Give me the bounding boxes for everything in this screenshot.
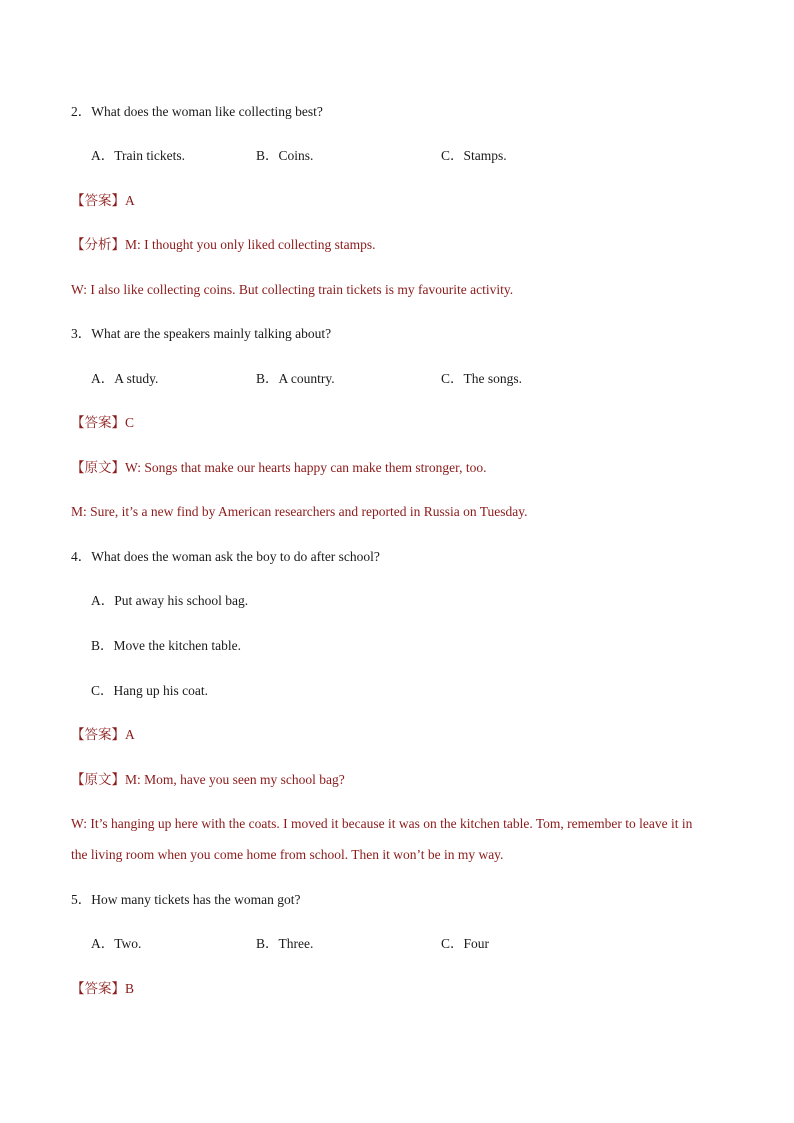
question-3-answer	[71, 414, 134, 432]
question-4-option-a: A．Put away his school bag.	[91, 593, 249, 608]
transcript-tag: 【原文】	[71, 772, 125, 787]
question-4-answer	[71, 726, 135, 744]
analysis-line: M: I thought you only liked collecting stamps.	[125, 237, 376, 252]
option-a: A．Train tickets.	[91, 148, 185, 163]
answer-value: A	[125, 727, 135, 742]
answer-tag: 【答案】	[71, 193, 125, 208]
question-4-transcript	[71, 771, 345, 789]
question-4-transcript-line-3: the living room when you come home from school. Then it won’t be in my way.	[71, 847, 504, 862]
question-3-transcript	[71, 459, 487, 477]
question-3-stem: 3．What are the speakers mainly talking about?	[71, 326, 332, 341]
question-2-answer	[71, 192, 135, 210]
question-5-answer	[71, 980, 134, 998]
question-3-options	[0, 370, 794, 388]
answer-tag: 【答案】	[71, 415, 125, 430]
transcript-line: W: Songs that make our hearts happy can make them stronger, too.	[125, 460, 487, 475]
answer-value: C	[125, 415, 135, 430]
option-c: C．Four	[441, 936, 490, 951]
question-4-option-c: C．Hang up his coat.	[91, 683, 208, 698]
answer-tag: 【答案】	[71, 727, 125, 742]
question-2-analysis	[71, 236, 375, 254]
option-c: C．The songs.	[441, 371, 522, 386]
answer-tag: 【答案】	[71, 981, 125, 996]
option-a: A．Two.	[91, 936, 142, 951]
option-b: B．Coins.	[256, 148, 314, 163]
question-2-options	[0, 147, 794, 165]
question-2-analysis-line-2: W: I also like collecting coins. But collecting train tickets is my favourite activity.	[71, 282, 514, 297]
transcript-line: M: Mom, have you seen my school bag?	[125, 772, 345, 787]
answer-value: B	[125, 981, 135, 996]
question-4-transcript-line-2: W: It’s hanging up here with the coats. I moved it because it was on the kitchen table. Tom, remember to leave it in	[71, 816, 693, 831]
question-4-option-b: B．Move the kitchen table.	[91, 638, 241, 653]
question-3-transcript-line-2: M: Sure, it’s a new find by American researchers and reported in Russia on Tuesday.	[71, 504, 528, 519]
question-5-options	[0, 935, 794, 953]
transcript-tag: 【原文】	[71, 460, 125, 475]
question-2-stem: 2．What does the woman like collecting best?	[71, 104, 323, 119]
answer-value: A	[125, 193, 135, 208]
option-a: A．A study.	[91, 371, 159, 386]
analysis-tag: 【分析】	[71, 237, 125, 252]
option-c: C．Stamps.	[441, 148, 507, 163]
question-4-stem: 4．What does the woman ask the boy to do after school?	[71, 549, 380, 564]
option-b: B．Three.	[256, 936, 314, 951]
option-b: B．A country.	[256, 371, 335, 386]
question-5-stem: 5．How many tickets has the woman got?	[71, 892, 301, 907]
